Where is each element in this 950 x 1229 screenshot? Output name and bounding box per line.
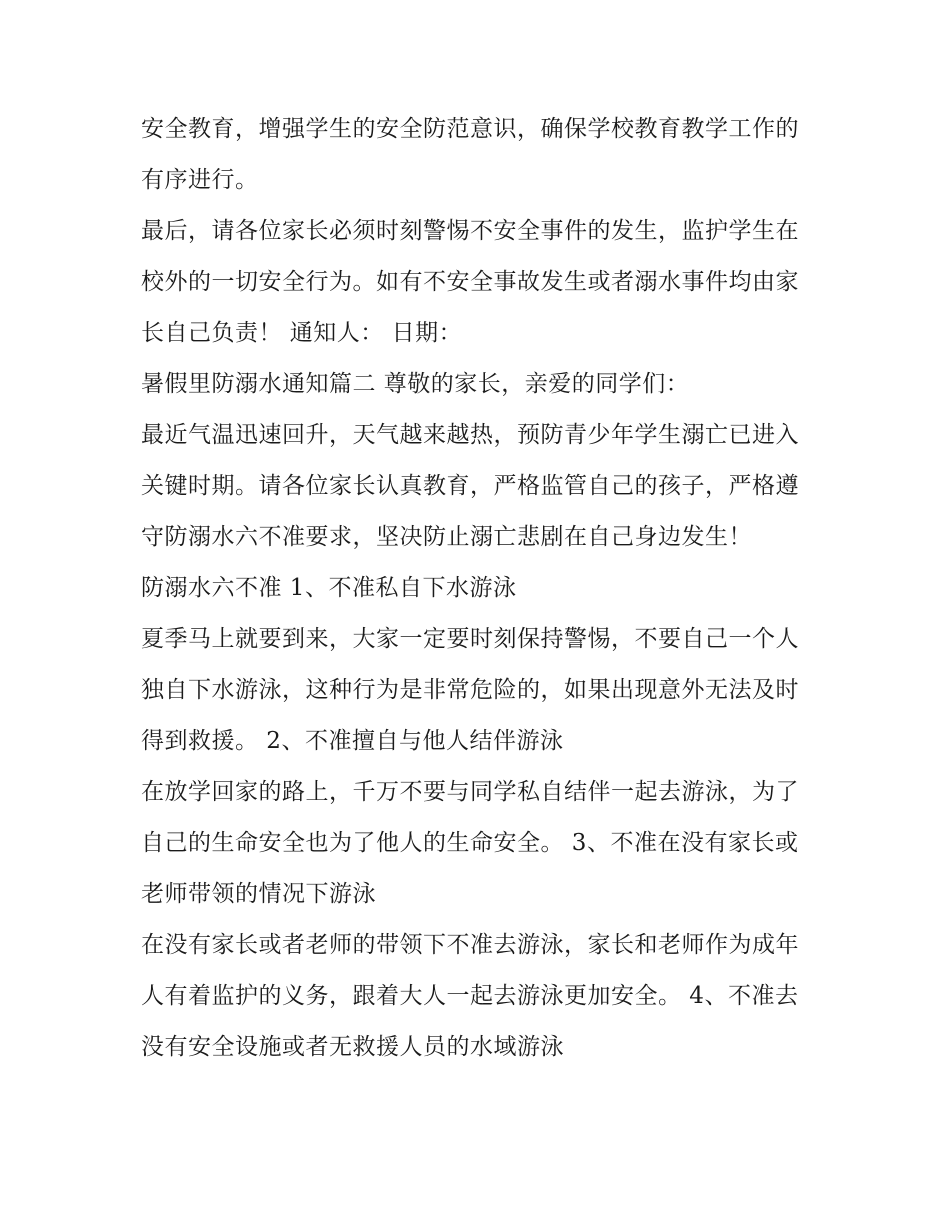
paragraph-rule-one-detail: 夏季马上就要到来，大家一定要时刻保持警惕，不要自己一个人独自下水游泳，这种行为是非常危险的，如果出现意外无法及时得到救援。 2、不准擅自与他人结伴游泳 (141, 626, 799, 754)
paragraph-rule-two-detail: 在放学回家的路上，千万不要与同学私自结伴一起去游泳，为了自己的生命安全也为了他人的生命安全。 3、不准在没有家长或老师带领的情况下游泳 (141, 779, 799, 907)
paragraph-safety-education: 安全教育，增强学生的安全防范意识，确保学校教育教学工作的有序进行。 (141, 116, 799, 193)
paragraph-rule-one-heading: 防溺水六不准 1、不准私自下水游泳 (141, 575, 517, 601)
paragraph-critical-period: 最近气温迅速回升，天气越来越热，预防青少年学生溺亡已进入关键时期。请各位家长认真教育，严格监管自己的孩子，严格遵守防溺水六不准要求，坚决防止溺亡悲剧在自己身边发生！ (141, 422, 799, 550)
document-body (141, 104, 821, 1073)
paragraph-notice-two-heading: 暑假里防溺水通知篇二 尊敬的家长，亲爱的同学们： (141, 371, 690, 397)
paragraph-parent-responsibility: 最后，请各位家长必须时刻警惕不安全事件的发生，监护学生在校外的一切安全行为。如有不安全事故发生或者溺水事件均由家长自己负责！ 通知人： 日期： (141, 218, 799, 346)
paragraph-rule-three-detail: 在没有家长或者老师的带领下不准去游泳，家长和老师作为成年人有着监护的义务，跟着大人一起去游泳更加安全。 4、不准去没有安全设施或者无救援人员的水域游泳 (141, 932, 799, 1060)
